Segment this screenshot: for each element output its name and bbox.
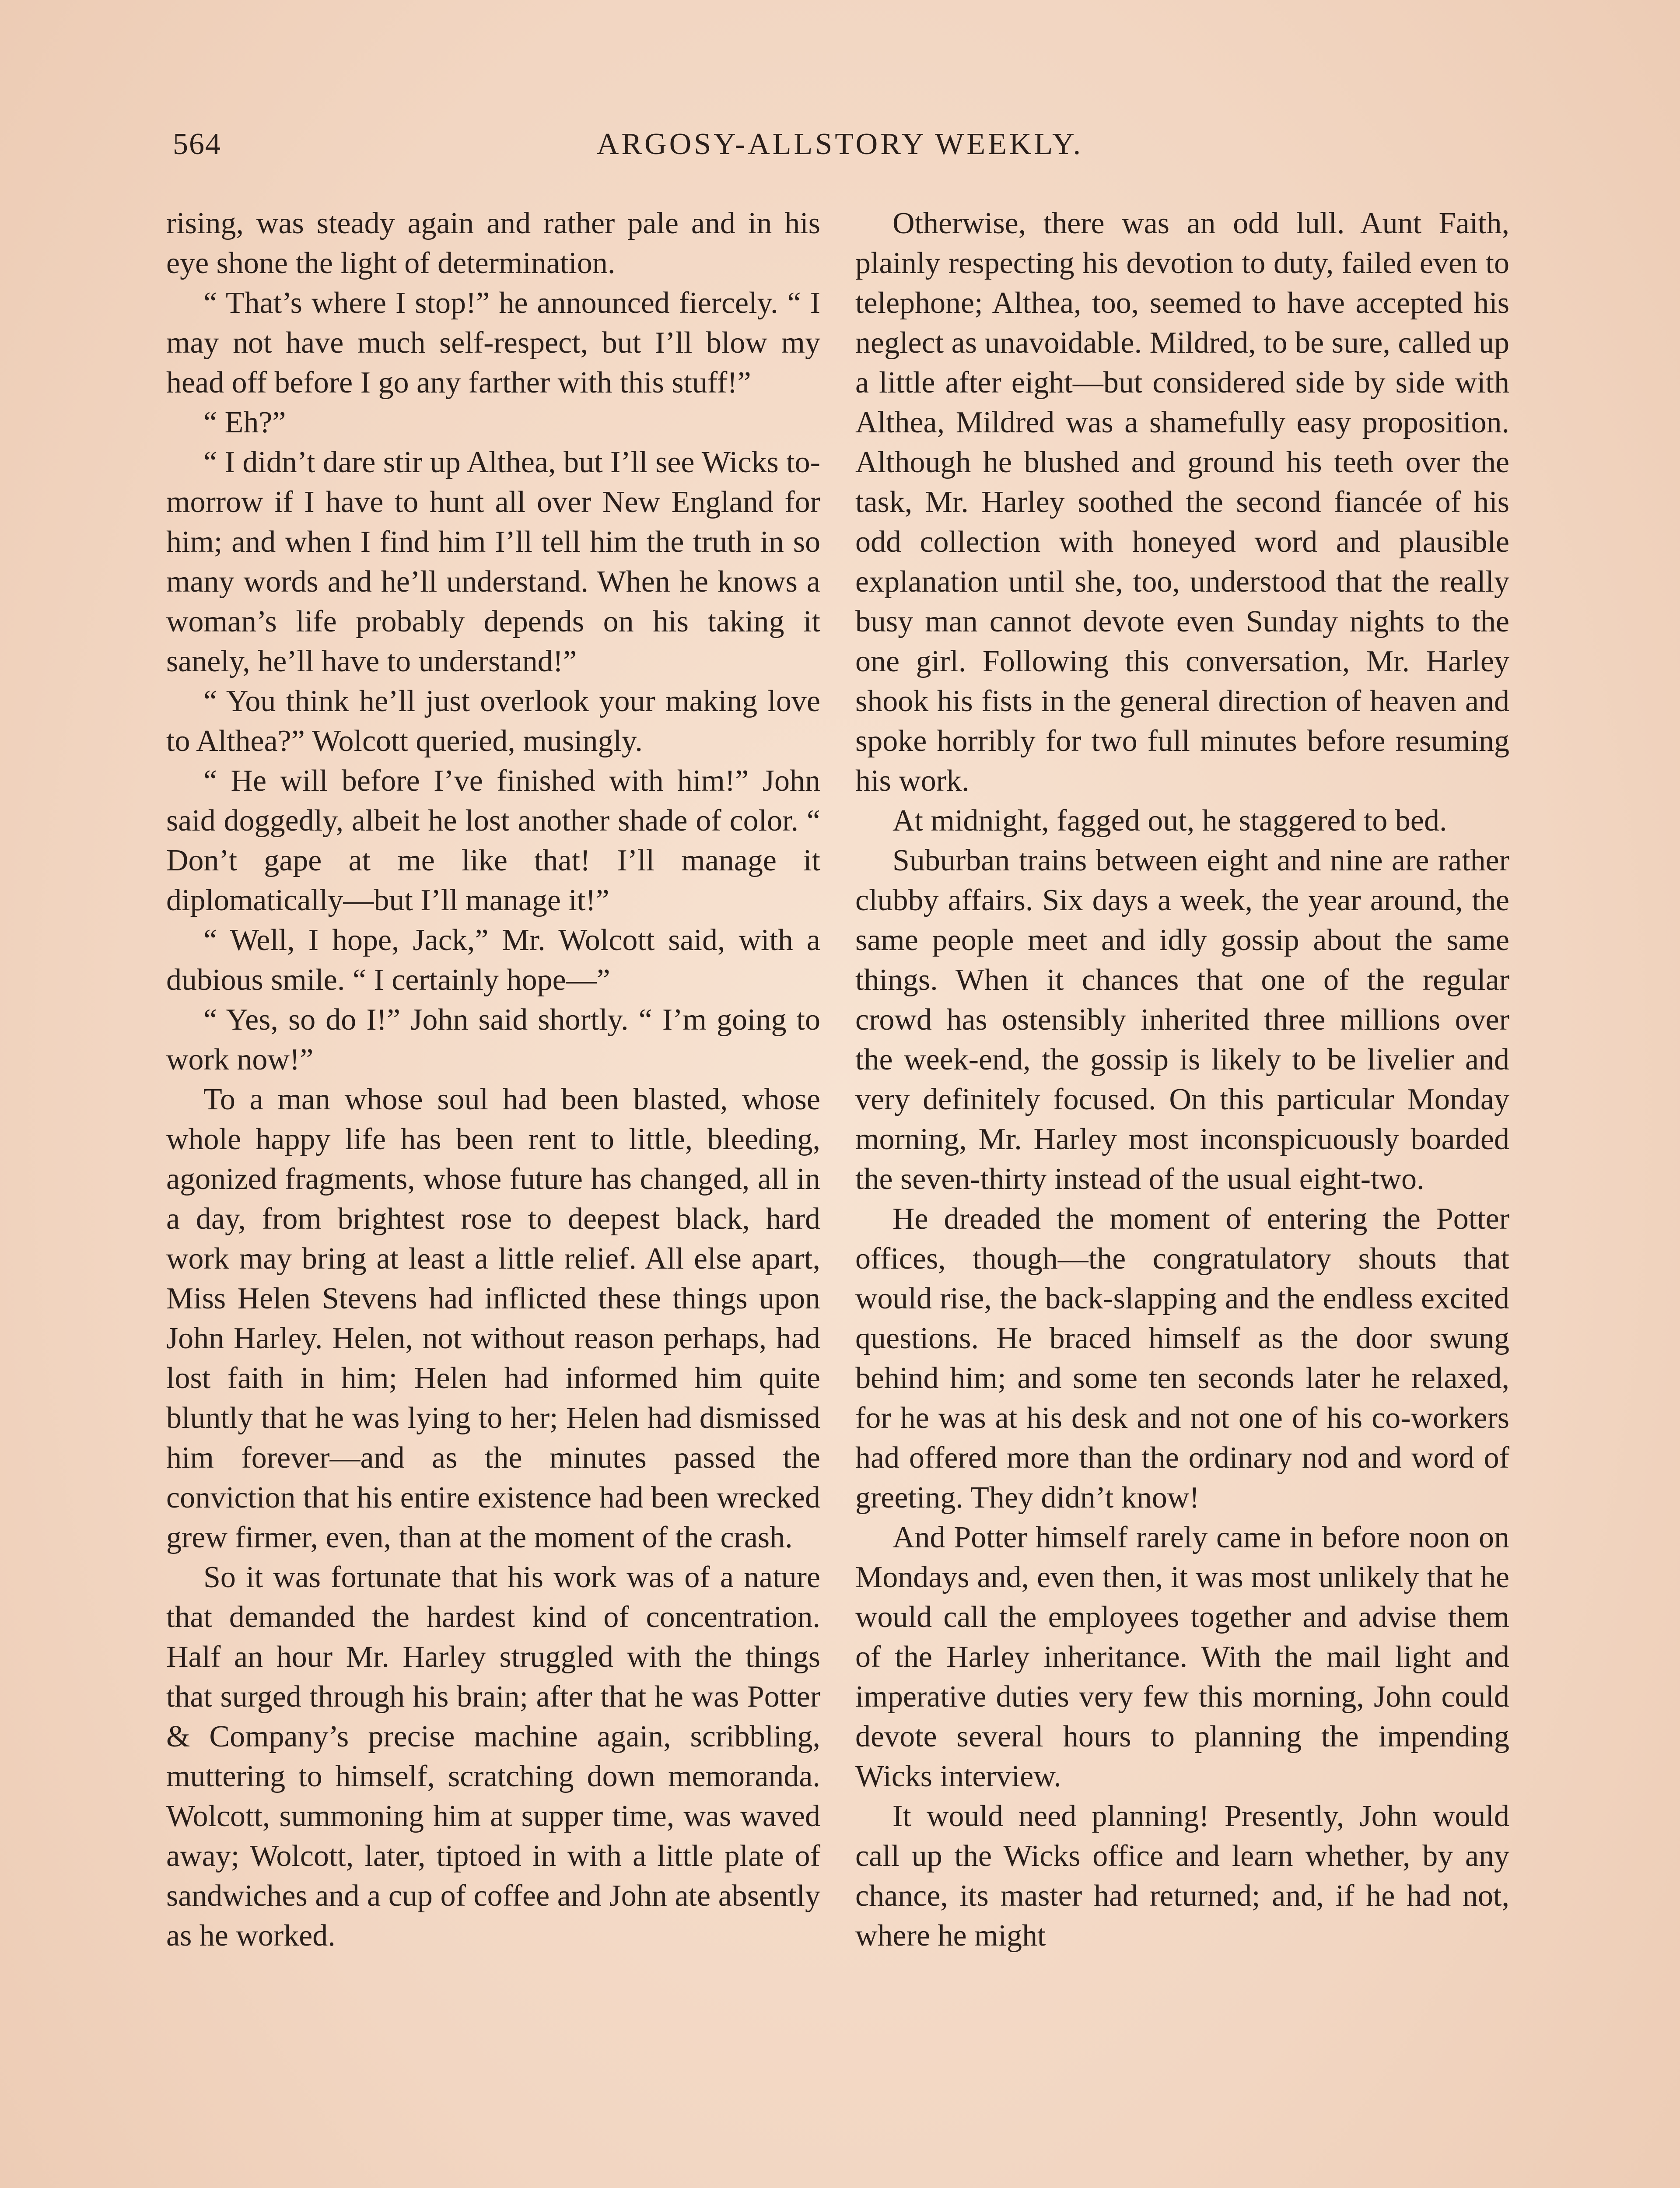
text-columns [166, 203, 1522, 2188]
paragraph: It would need planning! Presently, John would call up the Wicks office and learn whether, by any chance, its master had returned; and, if he had not, where he might [855, 1799, 1509, 1953]
right-column [855, 203, 1509, 2188]
paragraph: Suburban trains between eight and nine are rather clubby affairs. Six days a week, the year around, the same people meet and idly gossip about the same things. When it chances that one of the regular crowd has ostensibly inherited three millions over the week-end, the gossip is likely to be livelier and very definitely focused. On this particular Monday morning, Mr. Harley most inconspicuously boarded the seven-thirty instead of the usual eight-two. [855, 844, 1509, 1196]
paragraph: So it was fortunate that his work was of a nature that demanded the hardest kind of concentration. Half an hour Mr. Harley struggled with the things that surged through his brain; after that he was Potter & Company’s precise machine again, scribbling, muttering to himself, scratching down memoranda. Wolcott, summoning him at supper time, was waved away; Wolcott, later, tiptoed in with a little plate of sandwiches and a cup of coffee and John ate absently as he worked. [166, 1560, 820, 1953]
running-head: ARGOSY-ALLSTORY WEEKLY. [596, 127, 1084, 161]
paragraph: And Potter himself rarely came in before noon on Mondays and, even then, it was most unlikely that he would call the employees together and advise them of the Harley inheritance. With the mail light and imperative duties very few this morning, John could devote several hours to planning the impending Wicks interview. [855, 1521, 1509, 1793]
paragraph: To a man whose soul had been blasted, whose whole happy life has been rent to little, bleeding, agonized fragments, whose future has changed, all in a day, from brightest rose to deepest black, hard work may bring at least a little relief. All else apart, Miss Helen Stevens had inflicted these things upon John Harley. Helen, not without reason perhaps, had lost faith in him; Helen had informed him quite bluntly that he was lying to her; Helen had dismissed him forever—and as the minutes passed the conviction that his entire existence had been wrecked grew firmer, even, than at the moment of the crash. [166, 1083, 820, 1554]
page-number: 564 [173, 127, 221, 161]
paragraph: At midnight, fagged out, he staggered to bed. [892, 804, 1447, 838]
paragraph: rising, was steady again and rather pale and in his eye shone the light of determination. [166, 207, 820, 280]
left-column [166, 203, 820, 2188]
paragraph: “ I didn’t dare stir up Althea, but I’ll see Wicks to-morrow if I have to hunt all over New England for him; and when I find him I’ll tell him the truth in so many words and he’ll understand. When he knows a woman’s life probably depends on his taking it sanely, he’ll have to understand!” [166, 445, 820, 678]
paragraph: “ Well, I hope, Jack,” Mr. Wolcott said, with a dubious smile. “ I certainly hope—” [166, 923, 820, 997]
paragraph: “ Eh?” [203, 406, 286, 439]
paragraph: He dreaded the moment of entering the Potter offices, though—the congratulatory shouts that would rise, the back-slapping and the endless excited questions. He braced himself as the door swung behind him; and some ten seconds later he relaxed, for he was at his desk and not one of his co-workers had offered more than the ordinary nod and word of greeting. They didn’t know! [855, 1202, 1509, 1515]
page-header [173, 127, 1507, 171]
paragraph: “ You think he’ll just overlook your making love to Althea?” Wolcott queried, musingly. [166, 684, 820, 758]
paragraph: “ That’s where I stop!” he announced fiercely. “ I may not have much self-respect, but I’ll blow my head off before I go any farther with this stuff!” [166, 286, 820, 400]
paragraph: Otherwise, there was an odd lull. Aunt Faith, plainly respecting his devotion to duty, failed even to telephone; Althea, too, seemed to have accepted his neglect as unavoidable. Mildred, to be sure, called up a little after eight—but considered side by side with Althea, Mildred was a shamefully easy proposition. Although he blushed and ground his teeth over the task, Mr. Harley soothed the second fiancée of his odd collection with honeyed word and plausible explanation until she, too, understood that the really busy man cannot devote even Sunday nights to the one girl. Following this conversation, Mr. Harley shook his fists in the general direction of heaven and spoke horribly for two full minutes before resuming his work. [855, 207, 1509, 798]
paragraph: “ Yes, so do I!” John said shortly. “ I’m going to work now!” [166, 1003, 820, 1076]
paragraph: “ He will before I’ve finished with him!” John said doggedly, albeit he lost another shade of color. “ Don’t gape at me like that! I’ll manage it diplomatically—but I’ll manage it!” [166, 764, 820, 917]
